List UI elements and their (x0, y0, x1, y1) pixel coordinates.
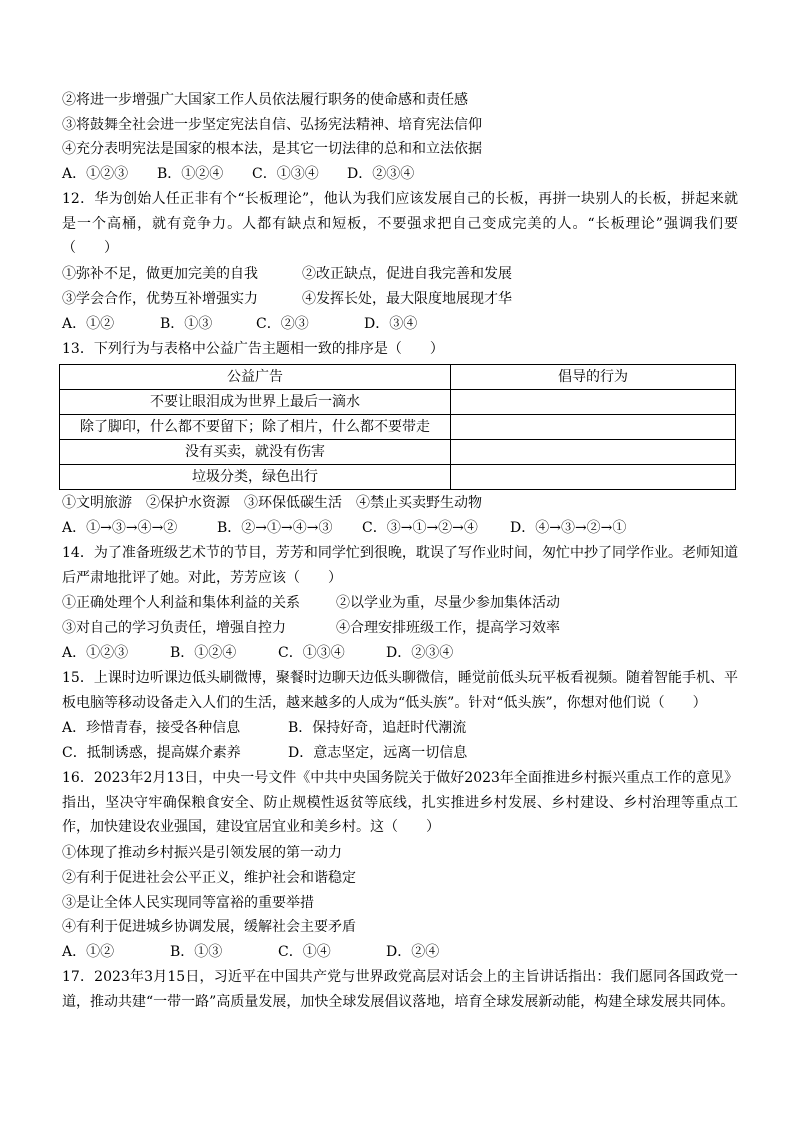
q15-option-c[interactable]: C．抵制诱惑，提高媒介素养 (62, 745, 241, 761)
answer-a[interactable]: A．①② (62, 316, 115, 332)
column-header-behavior: 倡导的行为 (451, 365, 736, 390)
q12-stem: 12．华为创始人任正非有个“长板理论”，他认为我们应该发展自己的长板，再拼一块别人的长板，拼起来就是一个高桶，就有竞争力。人都有缺点和短板，不要强求把自己变成完美的人。“长板理论”强调我们要（ ） (62, 191, 738, 256)
q15-option-d[interactable]: D．意志坚定，远离一切信息 (288, 745, 468, 761)
answer-c[interactable]: C．①④ (278, 944, 331, 960)
q11-option-2: ②将进一步增强广大国家工作人员依法履行职务的使命感和责任感 (62, 92, 468, 108)
answer-a[interactable]: A．①② (62, 944, 115, 960)
answer-c[interactable]: C．①③④ (278, 645, 345, 661)
q16-stem: 16．2023年2月13日，中央一号文件《中共中央国务院关于做好2023年全面推进乡村振兴重点工作的意见》指出，坚决守牢确保粮食安全、防止规模性返贫等底线，扎实推进乡村发展、乡村建设、乡村治理等重点工作，加快建设农业强国，建设宜居宜业和美乡村。这（ ） (62, 770, 738, 835)
table-row (60, 440, 736, 465)
q14-option-4: ④合理安排班级工作，提高学习效率 (336, 620, 560, 636)
q14-option-2: ②以学业为重，尽量少参加集体活动 (336, 595, 560, 611)
q16-answers (62, 940, 439, 965)
answer-b[interactable]: B．①②④ (170, 645, 237, 661)
q16-option-3: ③是让全体人民实现同等富裕的重要举措 (62, 895, 314, 911)
table-row (60, 465, 736, 490)
q15-option-a[interactable]: A．珍惜青春，接受各种信息 (62, 720, 241, 736)
q12-option-1: ①弥补不足，做更加完美的自我 (62, 266, 258, 282)
answer-c[interactable]: C．②③ (256, 316, 309, 332)
q16-option-2: ②有利于促进社会公平正义，维护社会和谐稳定 (62, 870, 356, 886)
table-row (60, 390, 736, 415)
answer-b[interactable]: B．①②④ (157, 166, 224, 182)
answer-d[interactable]: D．②④ (386, 944, 440, 960)
answer-c[interactable]: C．①③④ (252, 166, 319, 182)
q14-stem: 14．为了准备班级艺术节的节目，芳芳和同学忙到很晚，耽误了写作业时间，匆忙中抄了同学作业。老师知道后严肃地批评了她。对此，芳芳应该（ ） (62, 545, 738, 586)
answer-d[interactable]: D．②③④ (347, 166, 415, 182)
q14-option-1: ①正确处理个人利益和集体利益的关系 (62, 595, 300, 611)
psa-cell: 不要让眼泪成为世界上最后一滴水 (60, 390, 451, 415)
q12-option-2: ②改正缺点，促进自我完善和发展 (302, 266, 512, 282)
q11-answers (62, 162, 414, 187)
table-header-row (60, 365, 736, 390)
answer-d[interactable]: D．④→③→②→① (510, 520, 627, 536)
q13-answers (62, 516, 626, 541)
behavior-cell[interactable] (451, 465, 736, 490)
q11-option-4: ④充分表明宪法是国家的根本法，是其它一切法律的总和和立法依据 (62, 141, 482, 157)
behavior-cell[interactable] (451, 415, 736, 440)
behavior-cell[interactable] (451, 390, 736, 415)
q13-behaviors: ①文明旅游 ②保护水资源 ③环保低碳生活 ④禁止买卖野生动物 (62, 495, 482, 511)
q12-option-3: ③学会合作，优势互补增强实力 (62, 291, 258, 307)
psa-cell: 垃圾分类，绿色出行 (60, 465, 451, 490)
psa-cell: 没有买卖，就没有伤害 (60, 440, 451, 465)
q14-option-3: ③对自己的学习负责任，增强自控力 (62, 620, 286, 636)
q16-option-4: ④有利于促进城乡协调发展，缓解社会主要矛盾 (62, 919, 356, 935)
q15-stem: 15．上课时边听课边低头刷微博，聚餐时边聊天边低头聊微信，睡觉前低头玩平板看视频。随着智能手机、平板电脑等移动设备走入人们的生活，越来越多的人成为“低头族”。针对“低头族”，你想对他们说（ ） (62, 670, 738, 711)
answer-d[interactable]: D．②③④ (386, 645, 454, 661)
q11-option-3: ③将鼓舞全社会进一步坚定宪法自信、弘扬宪法精神、培育宪法信仰 (62, 117, 482, 133)
answer-a[interactable]: A．①②③ (62, 166, 129, 182)
answer-d[interactable]: D．③④ (364, 316, 418, 332)
q12-option-4: ④发挥长处，最大限度地展现才华 (302, 291, 512, 307)
psa-table (59, 364, 736, 490)
q15-option-b[interactable]: B．保持好奇，追赶时代潮流 (288, 720, 467, 736)
q14-answers (62, 641, 453, 666)
column-header-psa: 公益广告 (60, 365, 451, 390)
answer-a[interactable]: A．①②③ (62, 645, 129, 661)
psa-cell: 除了脚印，什么都不要留下；除了相片，什么都不要带走 (60, 415, 451, 440)
q12-answers (62, 312, 417, 337)
behavior-cell[interactable] (451, 440, 736, 465)
q13-stem: 13．下列行为与表格中公益广告主题相一致的排序是（ ） (62, 341, 444, 357)
q17-stem: 17．2023年3月15日，习近平在中国共产党与世界政党高层对话会上的主旨讲话指出：我们愿同各国政党一道，推动共建“一带一路”高质量发展，加快全球发展倡议落地，培育全球发展新动能，构建全球发展共同体。 (62, 969, 738, 1010)
answer-c[interactable]: C．③→①→②→④ (362, 520, 478, 536)
answer-b[interactable]: B．①③ (170, 944, 223, 960)
table-row (60, 415, 736, 440)
answer-b[interactable]: B．②→①→④→③ (217, 520, 333, 536)
answer-a[interactable]: A．①→③→④→② (62, 520, 178, 536)
q16-option-1: ①体现了推动乡村振兴是引领发展的第一动力 (62, 845, 342, 861)
answer-b[interactable]: B．①③ (160, 316, 213, 332)
